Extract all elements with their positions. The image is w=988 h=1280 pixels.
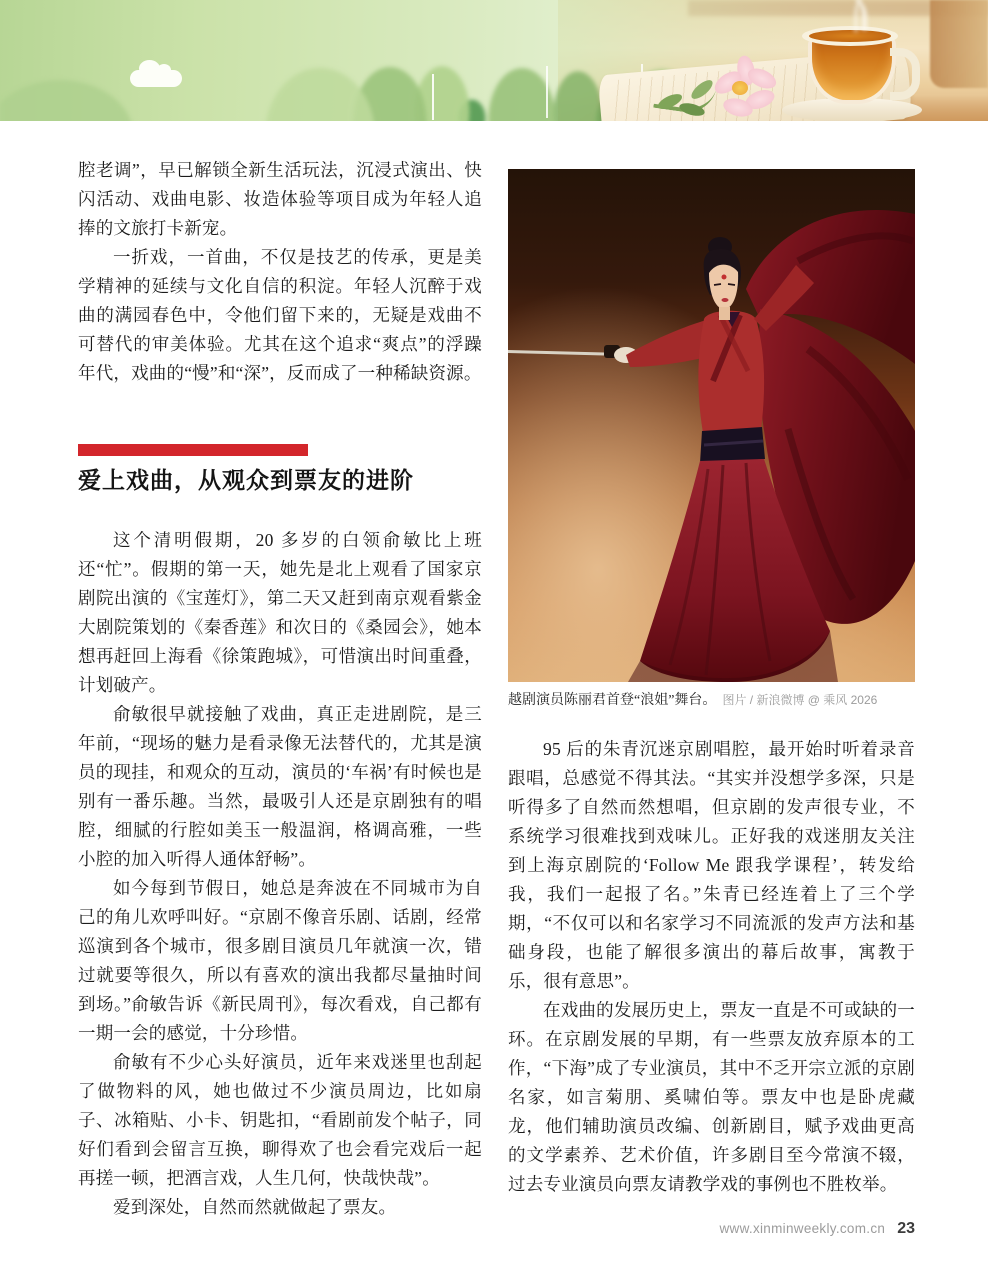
paragraph: 俞敏很早就接触了戏曲，真正走进剧院，是三年前，“现场的魅力是看录像无法替代的，尤其是演员的现挂，和观众的互动，演员的‘车祸’有时候也是别有一番乐趣。当然，最吸引人还是京剧独有的唱腔，细腻的行腔如美玉一般温润，格调高雅，一些小腔的加入听得人通体舒畅”。 [78,704,482,869]
paragraph: 爱到深处，自然而然就做起了票友。 [113,1197,397,1217]
paragraph: 这个清明假期，20 多岁的白领俞敏比上班还“忙”。假期的第一天，她先是北上观看了国家京剧院出演的《宝莲灯》，第二天又赶到南京观看紫金大剧院策划的《秦香莲》和次日的《桑园会》，她本想再赶回上海看《徐策跑城》，可惜演出时间重叠，计划破产。 [78,530,482,695]
paragraph: 腔老调”，早已解锁全新生活玩法，沉浸式演出、快闪活动、戏曲电影、妆造体验等项目成为年轻人追捧的文旅打卡新宠。 [78,160,482,238]
blossom-illustration [655,54,775,120]
paragraph: 在戏曲的发展历史上，票友一直是不可或缺的一环。在京剧发展的早期，有一些票友放弃原本的工作，“下海”成了专业演员，其中不乏开宗立派的京剧名家，如言菊朋、奚啸伯等。票友中也是卧虎藏龙，他们辅助演员改编、创新剧目，赋予戏曲更高的文学素养、艺术价值，许多剧目至今常演不辍，过去专业演员向票友请教学戏的事例也不胜枚举。 [508,1000,915,1194]
photo-credit: 图片 / 新浪微博 @ 乘风 2026 [722,693,878,707]
performer-torso [698,311,764,439]
cup-handle [890,48,920,100]
header-illustration [0,0,988,121]
left-column [78,156,482,1222]
section-header [78,444,482,496]
flower-center [732,81,748,95]
cup-body [808,36,896,104]
photo-caption [508,690,915,711]
paragraph: 俞敏有不少心头好演员，近年来戏迷里也刮起了做物料的风，她也做过不少演员周边，比如扇子、冰箱贴、小卡、钥匙扣，“看剧前发个帖子，同好们看到会留言互换，聊得欢了也会看完戏后一起再搓一顿，把酒言戏，人生几何，快哉快哉”。 [78,1052,482,1188]
photo-caption-text: 越剧演员陈丽君首登“浪姐”舞台。 [508,693,717,708]
tea-cup-illustration [800,26,912,112]
paragraph: 如今每到节假日，她总是奔波在不同城市为自己的角儿欢呼叫好。“京剧不像音乐剧、话剧，经常巡演到各个城市，很多剧目演员几年就演一次，错过就要等很久，所以有喜欢的演出我都尽量抽时间到场。”俞敏告诉《新民周刊》，每次看戏，自己都有一期一会的感觉，十分珍惜。 [78,878,482,1043]
cloud-shape [130,70,182,87]
right-column-text [508,735,915,1199]
paragraph: 一折戏，一首曲，不仅是技艺的传承，更是美学精神的延续与文化自信的积淀。年轻人沉醉于戏曲的满园春色中，令他们留下来的，无疑是戏曲不可替代的审美体验。尤其在这个追求“爽点”的浮躁年代，戏曲的“慢”和“深”，反而成了一种稀缺资源。 [78,247,482,383]
website-url: www.xinminweekly.com.cn [719,1221,886,1236]
page-number: 23 [897,1220,915,1237]
performer-photo [508,169,915,682]
paragraph: 95 后的朱青沉迷京剧唱腔，最开始时听着录音跟唱，总感觉不得其法。“其实并没想学多深，只是听得多了自然而然想唱，但京剧的发声很专业，不系统学习很难找到戏味儿。正好我的戏迷朋友关注到上海京剧院的‘Follow Me 跟我学课程’，转发给我，我们一起报了名。”朱青已经连着上了三个学期，“不仅可以和名家学习不同流派的发声方法和基础身段，也能了解很多演出的幕后故事，寓教于乐，很有意思”。 [508,739,915,991]
section-heading: 爱上戏曲，从观众到票友的进阶 [78,468,414,493]
right-column [508,169,915,1199]
page-footer [508,1220,915,1238]
section-accent-bar [78,444,308,456]
flower-petal [745,64,779,92]
waist-sash [700,427,765,463]
